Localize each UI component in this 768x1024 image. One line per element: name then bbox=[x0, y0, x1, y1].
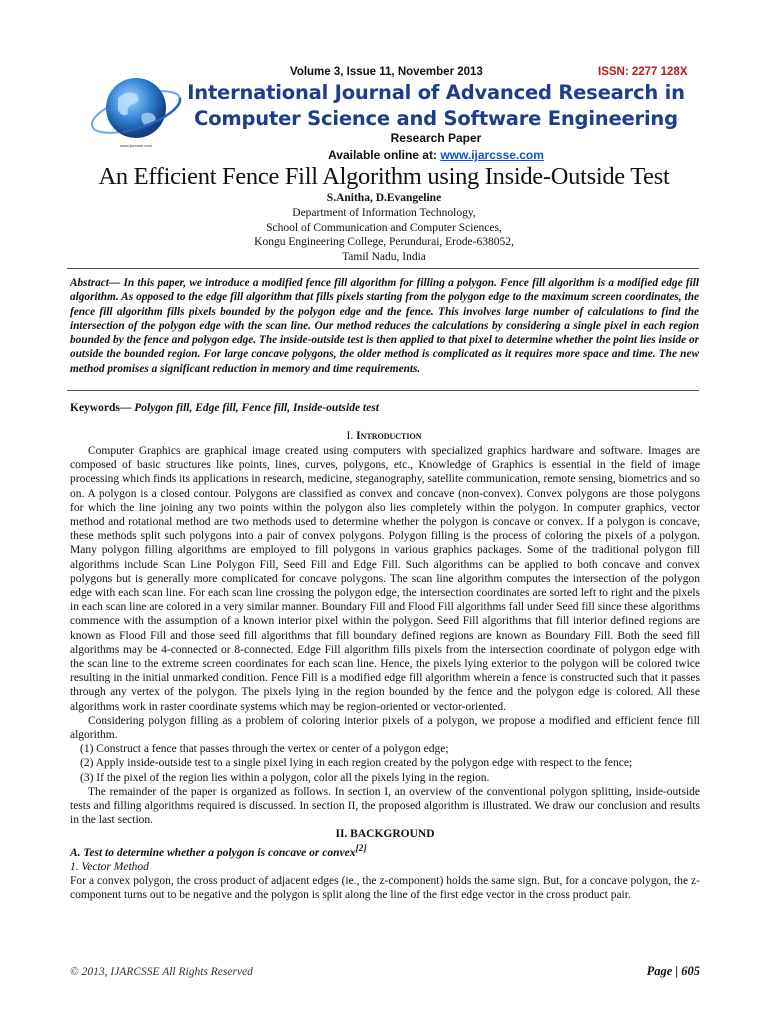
list-item: (2) Apply inside-outside test to a single pixel lying in each region created by the polygon edge with respect to the fence; bbox=[80, 757, 633, 770]
affiliation-line: Department of Information Technology, bbox=[292, 207, 476, 219]
abstract-text: In this paper, we introduce a modified fence fill algorithm for filling a polygon. Fence fill algorithm is a modified edge fill algorithm. As opposed to the edge fill algorithm that fills pixels starting from the polygon edge to the maximum screen coordinates, the fence fill algorithm fills pixels bounded by the polygon edge and the fence. This involves large number of calculations to find the intersection of the polygon edge with the scan line. Our method reduces the calculations by considering a single pixel in each region bounded by the fence and polygon edge. The inside-outside test is then applied to that pixel to determine whether the point lies inside or outside the bounded region. For large concave polygons, the older method is complicated as it requires more space and time. The new method promises a significant reduction in memory and time requirements. bbox=[70, 277, 699, 375]
section-1-heading bbox=[0, 430, 768, 442]
journal-name-line1: International Journal of Advanced Research in bbox=[187, 81, 685, 104]
keywords bbox=[70, 402, 700, 414]
section-1-number: I. bbox=[346, 430, 357, 442]
keywords-label: Keywords— bbox=[70, 402, 132, 414]
issn: ISSN: 2277 128X bbox=[598, 66, 688, 78]
authors: S.Anitha, D.Evangeline bbox=[326, 192, 442, 204]
journal-name-line2: Computer Science and Software Engineering bbox=[194, 107, 678, 130]
affiliation-line: Tamil Nadu, India bbox=[342, 250, 426, 263]
abstract bbox=[70, 276, 699, 376]
journal-url-link[interactable]: www.ijarcsse.com bbox=[440, 148, 544, 162]
logo-caption: www.ijarcsse.com bbox=[120, 143, 152, 148]
copyright: © 2013, IJARCSSE All Rights Reserved bbox=[70, 966, 253, 978]
subsection-a-title: A. Test to determine whether a polygon is concave or convex bbox=[70, 846, 356, 859]
citation-ref: [2] bbox=[355, 842, 367, 854]
available-label: Available online at: bbox=[328, 148, 441, 162]
abstract-label: Abstract— bbox=[70, 277, 121, 289]
affiliation-line: Kongu Engineering College, Perundurai, Erode-638052, bbox=[254, 236, 514, 248]
body-text bbox=[70, 444, 700, 902]
availability bbox=[176, 148, 696, 162]
page-number: Page | 605 bbox=[646, 964, 700, 978]
globe-logo-icon bbox=[86, 68, 186, 152]
paper-title: An Efficient Fence Fill Algorithm using Inside-Outside Test bbox=[98, 163, 670, 190]
intro-paragraph-2: Considering polygon filling as a problem of coloring interior pixels of a polygon, we propose a modified and efficient fence fill algorithm. bbox=[70, 714, 700, 742]
journal-logo bbox=[86, 68, 186, 152]
journal-name bbox=[176, 80, 696, 132]
list-item: (1) Construct a fence that passes through the vertex or center of a polygon edge; bbox=[80, 743, 449, 756]
section-1-title: Introduction bbox=[356, 430, 422, 442]
section-2-heading: II. BACKGROUND bbox=[335, 828, 435, 841]
affiliation-line: School of Communication and Computer Sciences, bbox=[266, 221, 502, 234]
subsection-a-heading bbox=[70, 842, 700, 860]
affiliation bbox=[0, 206, 768, 264]
list-item: (3) If the pixel of the region lies within a polygon, color all the pixels lying in the region. bbox=[80, 771, 490, 784]
keywords-text: Polygon fill, Edge fill, Fence fill, Inside-outside test bbox=[131, 402, 379, 414]
background-paragraph-1: For a convex polygon, the cross product of adjacent edges (ie., the z-component) holds the same sign. But, for a concave polygon, the z-component turns out to be negative and the polygon is split along the line of the first edge vector in the cross product pair. bbox=[70, 874, 700, 902]
steps-list bbox=[70, 742, 700, 785]
volume-issue: Volume 3, Issue 11, November 2013 bbox=[290, 66, 483, 78]
paper-type: Research Paper bbox=[390, 131, 482, 145]
intro-paragraph-1: Computer Graphics are graphical image created using computers with specialized graphics hardware and software. Images are composed of basic structures like points, lines, curves, polygons, etc., Knowledge of Graphics is essential in the field of image processing which finds its applications in research, medicine, steganography, satellite communication, remote sensing, biometrics and so on. A polygon is a closed contour. Polygons are classified as convex and concave (non-convex). Convex polygons are those polygons for which the line joining any two points within the polygon also lies completely within the polygon. In computer graphics, vector method and rotational method are two methods used to determine whether the polygon is concave or convex. If a polygon is concave, these methods split such polygons into a pair of convex polygons. Polygon filling is the process of coloring the pixels of a polygon. Many polygon filling algorithms are employed to fill polygons in various graphics packages. Some of the traditional polygon fill algorithms include Scan Line Polygon Fill, Seed Fill and Edge Fill. Such algorithms can be applied to both concave and convex polygons but is generally more complicated for concave polygons. The scan line algorithm computes the intersection of the polygon edge with each scan line. For each scan line crossing the polygon edge, the intersection coordinates are sorted left to right and the pixels in each scan line are colored in a very similar manner. Boundary Fill and Flood Fill algorithms fall under Seed fill since these algorithms commence with the assumption of a known interior pixel within the polygon. Seed Fill algorithms that fill interior defined regions are known as Flood Fill and those seed fill algorithms that fill boundary defined regions are known as Boundary Fill. Both the seed fill algorithms may be 4-connected or 8-connected. Edge Fill algorithm fills pixels from the intersection coordinate of polygon edge with the scan line to the extreme screen coordinates for each scan line. Hence, the pixels lying exterior to the polygon will be colored twice resulting in the initial unmarked condition. Fence Fill is a modified edge fill algorithm wherein a fence is constructed such that it passes through any vertex of the polygon. The pixels lying in the region bounded by the fence and the polygon edge is colored. All these algorithms work in raster coordinate systems which may be region-oriented or vector-oriented. bbox=[70, 445, 700, 713]
intro-paragraph-3: The remainder of the paper is organized as follows. In section I, an overview of the conventional polygon splitting, inside-outside tests and filling algorithms required is discussed. In section II, the proposed algorithm is illustrated. We draw our conclusion and results in the last section. bbox=[70, 785, 700, 827]
subsection-1-heading: 1. Vector Method bbox=[70, 860, 149, 873]
